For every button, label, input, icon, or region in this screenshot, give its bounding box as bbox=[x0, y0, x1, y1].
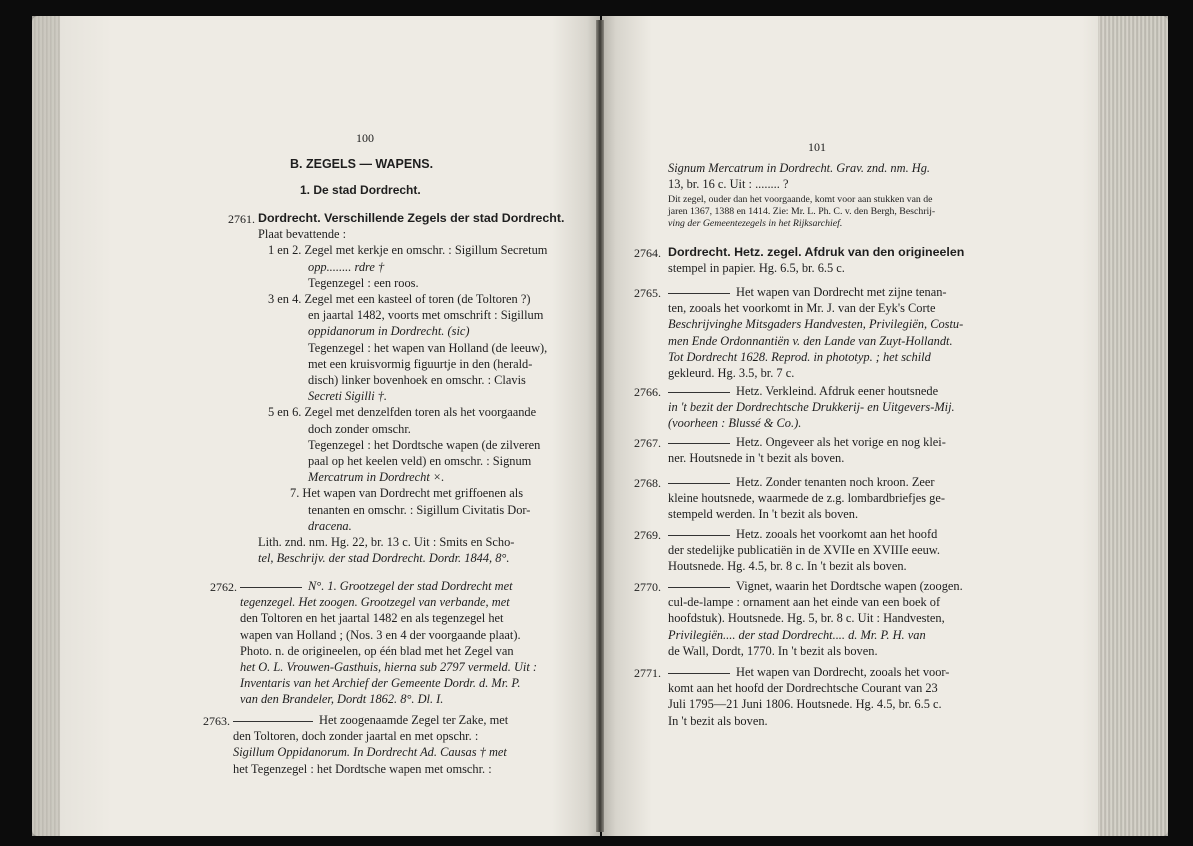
entry-2761 bbox=[258, 210, 578, 566]
entry-line: Houtsnede. Hg. 4.5, br. 8 c. In 't bezit als boven. bbox=[668, 559, 907, 574]
dash-rule bbox=[233, 721, 313, 722]
entry-line: Tot Dordrecht 1628. Reprod. in phototyp. ; het schild bbox=[668, 349, 931, 364]
entry-line: gekleurd. Hg. 3.5, br. 7 c. bbox=[668, 366, 795, 381]
entry-2765 bbox=[668, 284, 988, 381]
entry-line: van den Brandeler, Dordt 1862. 8°. Dl. I. bbox=[240, 692, 444, 707]
entry-number-2763: 2763. bbox=[203, 714, 230, 728]
entry-line: Hetz. zooals het voorkomt aan het hoofd bbox=[668, 526, 988, 542]
entry-line: Sigillum Oppidanorum. In Dordrecht Ad. Causas † met bbox=[233, 745, 507, 760]
entry-line: Hetz. Zonder tenanten noch kroon. Zeer bbox=[668, 474, 988, 490]
entry-number-2770: 2770. bbox=[634, 580, 661, 594]
entry-line: Mercatrum in Dordrecht ×. bbox=[308, 470, 445, 485]
dash-rule bbox=[668, 483, 730, 484]
entry-line: men Ende Ordonnantiën v. den Lande van Zuyt-Hollandt. bbox=[668, 333, 953, 348]
entry-line: opp........ rdre † bbox=[308, 259, 385, 274]
entry-line: ten, zooals het voorkomt in Mr. J. van der Eyk's Corte bbox=[668, 301, 936, 316]
entry-line: Het wapen van Dordrecht met zijne tenan- bbox=[668, 284, 988, 300]
entry-line: Lith. znd. nm. Hg. 22, br. 13 c. Uit : Smits en Scho- bbox=[258, 535, 515, 550]
entry-2766 bbox=[668, 383, 988, 432]
entry-line: tenanten en omschr. : Sigillum Civitatis Dor- bbox=[308, 502, 531, 517]
entry-line: Photo. n. de origineelen, op één blad met het Zegel van bbox=[240, 643, 514, 658]
dash-rule bbox=[668, 443, 730, 444]
entry-line: stempel in papier. Hg. 6.5, br. 6.5 c. bbox=[668, 261, 845, 276]
entry-number-2764: 2764. bbox=[634, 246, 661, 260]
footnote bbox=[668, 194, 986, 231]
entry-line: met een kruisvormig figuurtje in den (herald- bbox=[308, 356, 533, 371]
entry-line: het O. L. Vrouwen-Gasthuis, hierna sub 2797 vermeld. Uit : bbox=[240, 660, 538, 675]
entry-line: den Toltoren, doch zonder jaartal en met opschr. : bbox=[233, 729, 479, 744]
entry-line: paal op het keelen veld) en omschr. : Signum bbox=[308, 454, 532, 469]
entry-line: tel, Beschrijv. der stad Dordrecht. Dordr. 1844, 8°. bbox=[258, 551, 510, 566]
note-line: Dit zegel, ouder dan het voorgaande, komt voor aan stukken van de bbox=[668, 194, 933, 205]
left-page-edges bbox=[32, 16, 60, 836]
entry-line: Het zoogenaamde Zegel ter Zake, met bbox=[233, 712, 578, 728]
dash-rule bbox=[668, 392, 730, 393]
entry-line: ner. Houtsnede in 't bezit als boven. bbox=[668, 451, 845, 466]
subsection-heading: 1. De stad Dordrecht. bbox=[300, 183, 421, 197]
dash-rule bbox=[240, 587, 302, 588]
entry-line: (voorheen : Blussé & Co.). bbox=[668, 416, 802, 431]
left-page-number: 100 bbox=[356, 131, 374, 145]
entry-line: 1 en 2. Zegel met kerkje en omschr. : Sigillum Secretum bbox=[268, 243, 548, 258]
note-line: ving der Gemeentezegels in het Rijksarchief. bbox=[668, 218, 843, 230]
entry-2768 bbox=[668, 474, 988, 523]
entry-line: doch zonder omschr. bbox=[308, 421, 411, 436]
entry-line: komt aan het hoofd der Dordrechtsche Courant van 23 bbox=[668, 681, 938, 696]
dash-rule bbox=[668, 587, 730, 588]
entry-2762 bbox=[240, 578, 580, 708]
entry-line: 5 en 6. Zegel met denzelfden toren als het voorgaande bbox=[268, 405, 537, 420]
entry-line: Secreti Sigilli †. bbox=[308, 389, 388, 404]
section-heading: B. ZEGELS — WAPENS. bbox=[290, 157, 434, 171]
entry-line: stempeld werden. In 't bezit als boven. bbox=[668, 507, 859, 522]
entry-continuation bbox=[668, 160, 986, 192]
entry-number-2771: 2771. bbox=[634, 666, 661, 680]
entry-number-2762: 2762. bbox=[210, 580, 237, 594]
entry-line: Inventaris van het Archief der Gemeente Dordr. d. Mr. P. bbox=[240, 676, 521, 691]
entry-line: Tegenzegel : het wapen van Holland (de leeuw), bbox=[308, 340, 548, 355]
entry-line: den Toltoren en het jaartal 1482 en als tegenzegel het bbox=[240, 611, 504, 626]
entry-2763 bbox=[233, 712, 578, 777]
entry-2767 bbox=[668, 434, 988, 466]
entry-line: Hetz. Ongeveer als het vorige en nog klei- bbox=[668, 434, 988, 450]
book-gutter bbox=[596, 20, 604, 832]
entry-2764 bbox=[668, 244, 988, 276]
entry-line: disch) linker bovenhoek en omschr. : Clavis bbox=[308, 373, 526, 388]
entry-number-2769: 2769. bbox=[634, 528, 661, 542]
entry-2770 bbox=[668, 578, 988, 659]
entry-line: Dordrecht. Hetz. zegel. Afdruk van den origineelen bbox=[668, 245, 965, 259]
entry-line: Tegenzegel : een roos. bbox=[308, 275, 419, 290]
entry-2769 bbox=[668, 526, 988, 575]
open-book bbox=[20, 10, 1180, 840]
entry-line: 7. Het wapen van Dordrecht met griffoenen als bbox=[290, 486, 524, 501]
entry-line: het Tegenzegel : het Dordtsche wapen met omschr. : bbox=[233, 761, 492, 776]
entry-line: 3 en 4. Zegel met een kasteel of toren (de Toltoren ?) bbox=[268, 292, 531, 307]
entry-line: oppidanorum in Dordrecht. (sic) bbox=[308, 324, 470, 339]
entry-line: Plaat bevattende : bbox=[258, 227, 347, 242]
entry-number-2766: 2766. bbox=[634, 385, 661, 399]
entry-line: Hetz. Verkleind. Afdruk eener houtsnede bbox=[668, 383, 988, 399]
entry-line: Het wapen van Dordrecht, zooals het voor- bbox=[668, 664, 988, 680]
entry-line: cul-de-lampe : ornament aan het einde van een boek of bbox=[668, 595, 941, 610]
entry-line: Privilegiën.... der stad Dordrecht.... d. Mr. P. H. van bbox=[668, 627, 926, 642]
entry-number-2768: 2768. bbox=[634, 476, 661, 490]
entry-line: in 't bezit der Dordrechtsche Drukkerij- en Uitgevers-Mij. bbox=[668, 400, 955, 415]
entry-line: kleine houtsnede, waarmede de z.g. lombardbriefjes ge- bbox=[668, 491, 945, 506]
entry-number-2765: 2765. bbox=[634, 286, 661, 300]
entry-line: hoofdstuk). Houtsnede. Hg. 5, br. 8 c. Uit : Handvesten, bbox=[668, 611, 945, 626]
dash-rule bbox=[668, 535, 730, 536]
entry-line: en jaartal 1482, voorts met omschrift : Sigillum bbox=[308, 308, 544, 323]
entry-line: Dordrecht. Verschillende Zegels der stad Dordrecht. bbox=[258, 211, 565, 225]
entry-line: N°. 1. Grootzegel der stad Dordrecht met bbox=[240, 578, 580, 594]
entry-line: In 't bezit als boven. bbox=[668, 713, 768, 728]
right-page-number: 101 bbox=[808, 140, 826, 154]
entry-line: wapen van Holland ; (Nos. 3 en 4 der voorgaande plaat). bbox=[240, 627, 521, 642]
entry-line: Beschrijvinghe Mitsgaders Handvesten, Privilegiën, Costu- bbox=[668, 317, 964, 332]
entry-line: 13, br. 16 c. Uit : ........ ? bbox=[668, 177, 789, 192]
entry-line: der stedelijke publicatiën in de XVIIe en XVIIIe eeuw. bbox=[668, 543, 941, 558]
entry-line: de Wall, Dordt, 1770. In 't bezit als boven. bbox=[668, 643, 878, 658]
entry-line: Juli 1795—21 Juni 1806. Houtsnede. Hg. 4.5, br. 6.5 c. bbox=[668, 697, 942, 712]
entry-line: Signum Mercatrum in Dordrecht. Grav. znd. nm. Hg. bbox=[668, 161, 931, 175]
entry-number-2767: 2767. bbox=[634, 436, 661, 450]
right-page-edges bbox=[1098, 16, 1168, 836]
entry-line: Tegenzegel : het Dordtsche wapen (de zilveren bbox=[308, 437, 541, 452]
dash-rule bbox=[668, 673, 730, 674]
entry-line: dracena. bbox=[308, 518, 352, 533]
entry-line: Vignet, waarin het Dordtsche wapen (zoogen. bbox=[668, 578, 988, 594]
entry-2771 bbox=[668, 664, 988, 729]
dash-rule bbox=[668, 293, 730, 294]
entry-line: tegenzegel. Het zoogen. Grootzegel van verbande, met bbox=[240, 595, 510, 610]
note-line: jaren 1367, 1388 en 1414. Zie: Mr. L. Ph. C. v. den Bergh, Beschrij- bbox=[668, 206, 936, 218]
entry-number-2761: 2761. bbox=[228, 212, 255, 226]
